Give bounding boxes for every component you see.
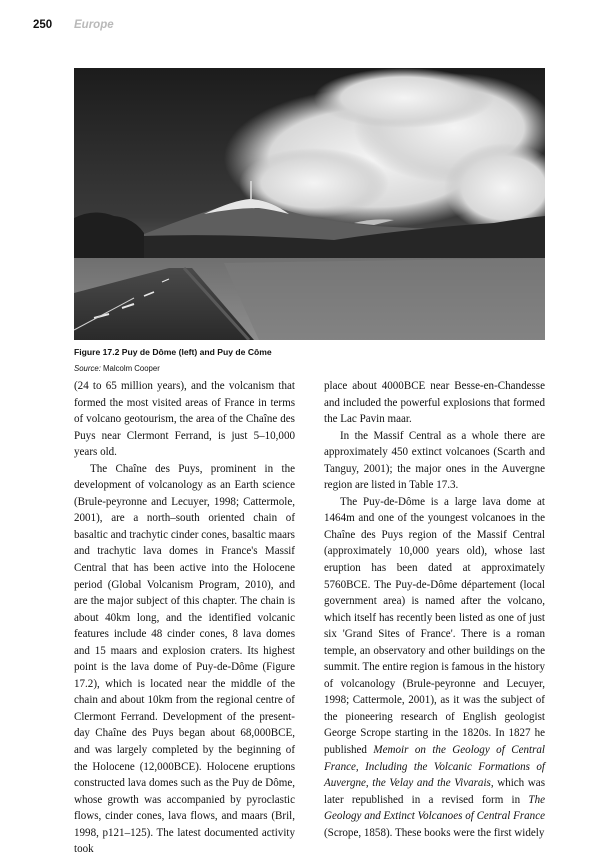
right-column	[324, 378, 545, 841]
figure-photo	[74, 68, 545, 340]
landscape-photo-illustration	[74, 68, 545, 340]
paragraph-text: The Puy-de-Dôme is a large lava dome at 1464m and one of the youngest volcanoes in the Chaîne des Puys region of the Massif Central (approximately 10,000 years old), whose last eruption has been dated at approximately 5760BCE. The Puy-de-Dôme département (local government area) is named after the volcano, which itself has recently been listed as one of just six 'Grand Sites of France'. There is a roman temple, an observatory and other buildings on the summit. The entire region is famous in the history of volcanology (Brule-peyronne and Lecuyer, 1998; Cattermole, 2001), as it was the subject of the pioneering research of English geologist George Scrope starting in the 1820s. In 1827 he published	[324, 495, 546, 757]
page-number: 250	[33, 19, 53, 31]
paragraph	[324, 494, 545, 841]
caption-text: Puy de Dôme (left) and Puy de Côme	[121, 347, 272, 357]
paragraph: (24 to 65 million years), and the volcanism that formed the most visited areas of France in terms of volcano geotourism, the area of the Chaîne des Puys near Clermont Ferrand, is just 5–10,000 years old.	[74, 380, 295, 459]
paragraph-text: (Scrope, 1858). These books were the first widely	[324, 826, 545, 839]
left-column	[74, 378, 295, 858]
book-title-geology: The Geology and Extinct Volcanoes of Central France	[324, 793, 545, 823]
figure-caption	[74, 346, 545, 375]
paragraph: The Chaîne des Puys, prominent in the development of volcanology as an Earth science (Brule-peyronne and Lecuyer, 1998; Cattermole, 2001), are a north–south oriented chain of basaltic and trachytic cinder cones, basaltic maars and trachytic lava domes in France's Massif Central that has been active into the Holocene period (Global Volcanism Program, 2010), and are the major subject of this chapter. The chain is about 40km long, and the identified volcanic features include 48 cinder cones, 8 lava domes and 15 maars and explosion craters. Its highest point is the lava dome of Puy-de-Dôme (Figure 17.2), which is located near the middle of the chain and about 10km from the regional centre of Clermont Ferrand. Development of the present-day Chaîne des Puys began about 68,000BCE, and was largely completed by the beginning of the Holocene (12,000BCE). Holocene eruptions constructed lava domes such as the Puy de Dôme, whose growth was accompanied by pyroclastic flows, cinder cones, lava flows, and maars (Bril, 1998, p121–125). The latest documented activity took	[74, 462, 295, 856]
source-label: Source:	[74, 364, 101, 373]
paragraph: place about 4000BCE near Besse-en-Chandesse and included the powerful explosions that formed the Lac Pavin maar.	[324, 380, 545, 426]
paragraph: In the Massif Central as a whole there are approximately 450 extinct volcanoes (Scarth and Tanguy, 2001); the major ones in the Auvergne region are listed in Table 17.3.	[324, 429, 545, 492]
paragraph-text: which was later republished in a revised form in	[324, 777, 545, 806]
source-text: Malcolm Cooper	[103, 364, 160, 373]
caption-source	[74, 363, 545, 375]
caption-label: Figure 17.2	[74, 347, 120, 357]
caption-title	[74, 346, 545, 358]
book-title-memoir: Memoir on the Geology of Central France, Including the Volcanic Formations of Auvergne, the Velay and the Vivarais,	[324, 744, 545, 790]
running-head: Europe	[74, 19, 114, 31]
